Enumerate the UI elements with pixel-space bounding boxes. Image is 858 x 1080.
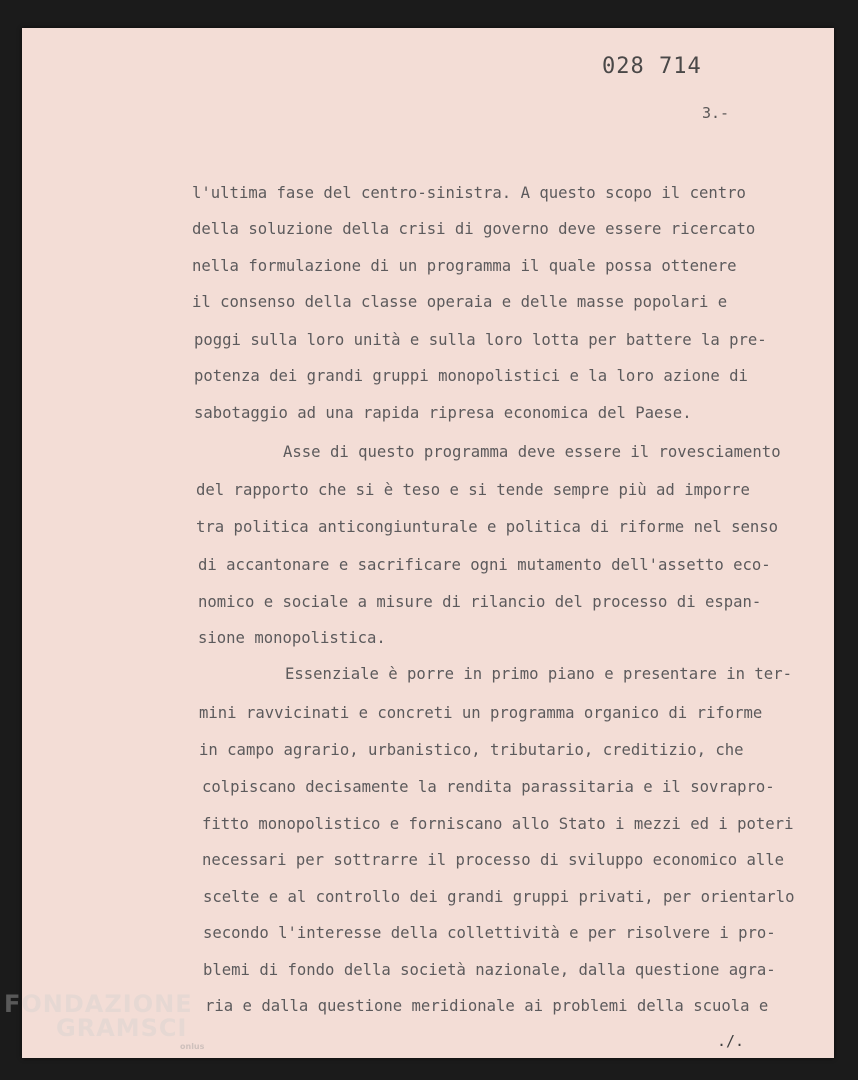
text-line: nomico e sociale a misure di rilancio del processo di espan-: [198, 593, 762, 611]
text-line: fitto monopolistico e forniscano allo Stato i mezzi ed i poteri: [202, 815, 794, 833]
text-line: poggi sulla loro unità e sulla loro lotta per battere la pre-: [194, 331, 767, 349]
text-line: Essenziale è porre in primo piano e presentare in ter-: [285, 665, 792, 683]
text-line: del rapporto che si è teso e si tende sempre più ad imporre: [196, 481, 750, 499]
text-line: nella formulazione di un programma il quale possa ottenere: [192, 257, 737, 275]
text-line: ria e dalla questione meridionale ai problemi della scuola e: [205, 997, 769, 1015]
text-line: secondo l'interesse della collettività e per risolvere i pro-: [203, 924, 776, 942]
archive-number: 028 714: [602, 54, 702, 79]
watermark-line-3: onlus: [180, 1042, 205, 1051]
text-line: sione monopolistica.: [198, 629, 386, 647]
foundation-watermark: [4, 990, 204, 1051]
text-line: necessari per sottrarre il processo di sviluppo economico alle: [202, 851, 785, 869]
text-line: il consenso della classe operaia e delle masse popolari e: [192, 293, 728, 311]
text-line: colpiscano decisamente la rendita parassitaria e il sovrapro-: [202, 778, 775, 796]
watermark-line-1: FONDAZIONE: [4, 990, 193, 1018]
text-line: potenza dei grandi gruppi monopolistici e la loro azione di: [194, 367, 748, 385]
text-line: della soluzione della crisi di governo deve essere ricercato: [192, 220, 756, 238]
text-line: di accantonare e sacrificare ogni mutamento dell'assetto eco-: [198, 556, 771, 574]
text-line: sabotaggio ad una rapida ripresa economica del Paese.: [194, 404, 692, 422]
continuation-mark: ./.: [717, 1032, 745, 1050]
text-line: in campo agrario, urbanistico, tributario, creditizio, che: [199, 741, 744, 759]
text-line: scelte e al controllo dei grandi gruppi privati, per orientarlo: [203, 888, 795, 906]
text-line: mini ravvicinati e concreti un programma organico di riforme: [199, 704, 763, 722]
page-number: 3.-: [702, 104, 730, 122]
text-line: Asse di questo programma deve essere il rovesciamento: [283, 443, 781, 461]
text-line: blemi di fondo della società nazionale, dalla questione agra-: [203, 961, 776, 979]
text-line: tra politica anticongiunturale e politica di riforme nel senso: [196, 518, 779, 536]
text-line: l'ultima fase del centro-sinistra. A questo scopo il centro: [192, 184, 746, 202]
watermark-line-2: GRAMSCI: [56, 1014, 188, 1042]
